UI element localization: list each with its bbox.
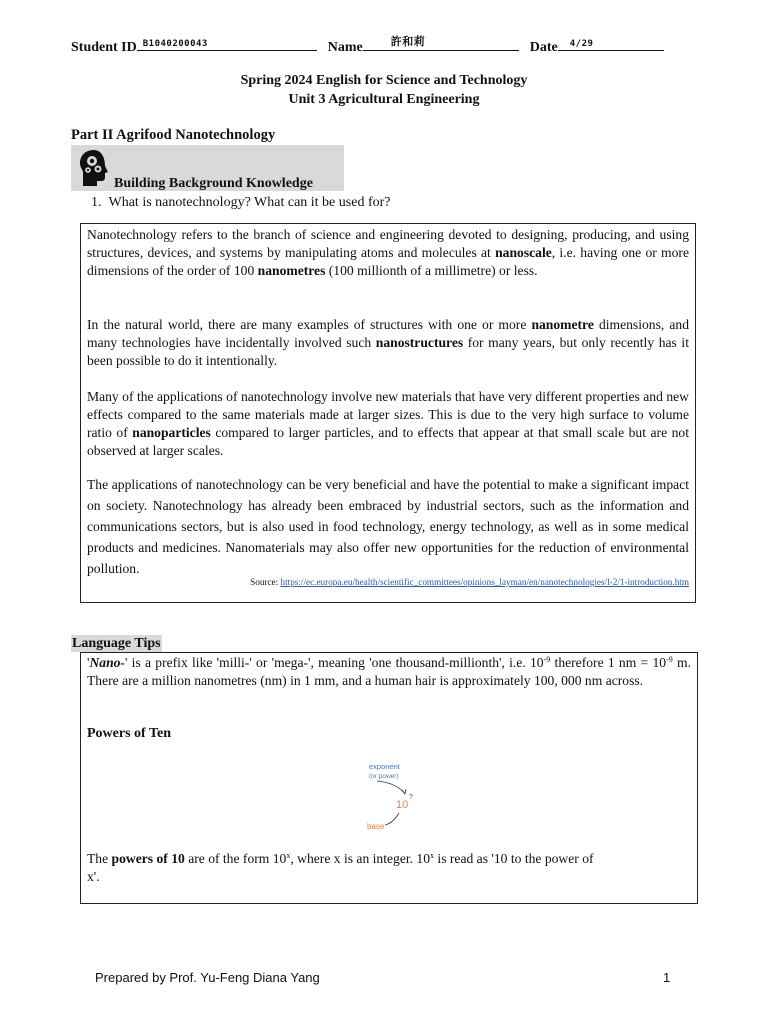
reading-paragraph-3: Many of the applications of nanotechnology involve new materials that have very different properties and new effects compared to the same materials made at larger sizes. This is due to the very high surface to volume ratio of nanoparticles compared to larger particles, and to effects that appear at that small scale but are not observed at larger scales. xyxy=(87,389,689,458)
answer-box xyxy=(80,223,696,603)
section-banner xyxy=(71,145,344,191)
language-tips-box xyxy=(80,652,698,904)
student-header xyxy=(71,36,691,56)
unit-title: Unit 3 Agricultural Engineering xyxy=(288,92,480,107)
question-text: What is nanotechnology? What can it be used for? xyxy=(108,195,391,210)
reading-paragraph-2: In the natural world, there are many examples of structures with one or more nanometre dimensions, and many technologies have incidentally involved such nanostructures for many years, but only recently has it been possible to do it intentionally. xyxy=(87,317,689,368)
exponent-symbol: ? xyxy=(409,794,413,801)
powers-explanation: The powers of 10 are of the form 10$^x$, where x is an integer. 10$^x$ is read as '10 to the power of x'. xyxy=(87,851,594,884)
student-id-field[interactable] xyxy=(137,36,317,51)
name-value: 許和莉 xyxy=(390,35,426,48)
section-label: Building Background Knowledge xyxy=(114,176,313,191)
student-id-label: Student ID xyxy=(71,40,137,55)
date-field[interactable] xyxy=(558,36,664,51)
reading-paragraph-1: Nanotechnology refers to the branch of science and engineering devoted to designing, producing, and using structures, devices, and systems by manipulating atoms and molecules at nanoscale, i.e. having one or more dimensions of the order of 100 nanometres (100 millionth of a millimetre) or less. xyxy=(87,227,689,278)
powers-heading: Powers of Ten xyxy=(87,726,171,741)
course-title: Spring 2024 English for Science and Technology xyxy=(240,73,528,88)
nano-definition: 'Nano-' is a prefix like 'milli-' or 'mega-', meaning 'one thousand-millionth', i.e. $10^{-9}$ therefore 1 nm = $10^{-9}$ m. There are a million nanometres (nm) in 1 mm, and a human hair is approximately 100, 000 nm across. xyxy=(87,655,692,688)
or-power-label: (or power) xyxy=(369,773,399,780)
source-label: Source: xyxy=(250,577,279,587)
date-value: 4/29 xyxy=(569,39,594,49)
reading-paragraph-4: The applications of nanotechnology can be very beneficial and have the potential to make a significant impact on society. Nanotechnology has already been embraced by industrial sectors, such as the information and communications sectors, but is also used in food technology, energy technology, as well as in some medical products and medicines. Nanomaterials may also offer new opportunities for the reduction of environmental pollution. xyxy=(87,477,689,576)
exponent-label: exponent xyxy=(369,762,400,771)
page-number: 1 xyxy=(663,970,671,985)
footer-credit: Prepared by Prof. Yu-Feng Diana Yang xyxy=(95,970,320,985)
base-ten: 10 xyxy=(396,799,409,811)
name-field[interactable] xyxy=(363,36,519,51)
source-citation xyxy=(250,577,689,587)
date-label: Date xyxy=(529,40,558,55)
question-number: 1. xyxy=(91,195,102,210)
source-link[interactable]: https://ec.europa.eu/health/scientific_committees/opinions_layman/en/nanotechnologies/l-2/1-introduction.htm xyxy=(280,577,689,587)
powers-diagram xyxy=(363,757,423,835)
language-tips-heading: Language Tips xyxy=(72,636,161,651)
base-label: base xyxy=(367,822,385,831)
student-id-value: B1040200043 xyxy=(142,39,208,49)
question-1 xyxy=(91,195,390,211)
part-title: Part II Agrifood Nanotechnology xyxy=(71,127,276,143)
name-label: Name xyxy=(327,40,363,55)
head-gears-icon xyxy=(77,148,111,188)
